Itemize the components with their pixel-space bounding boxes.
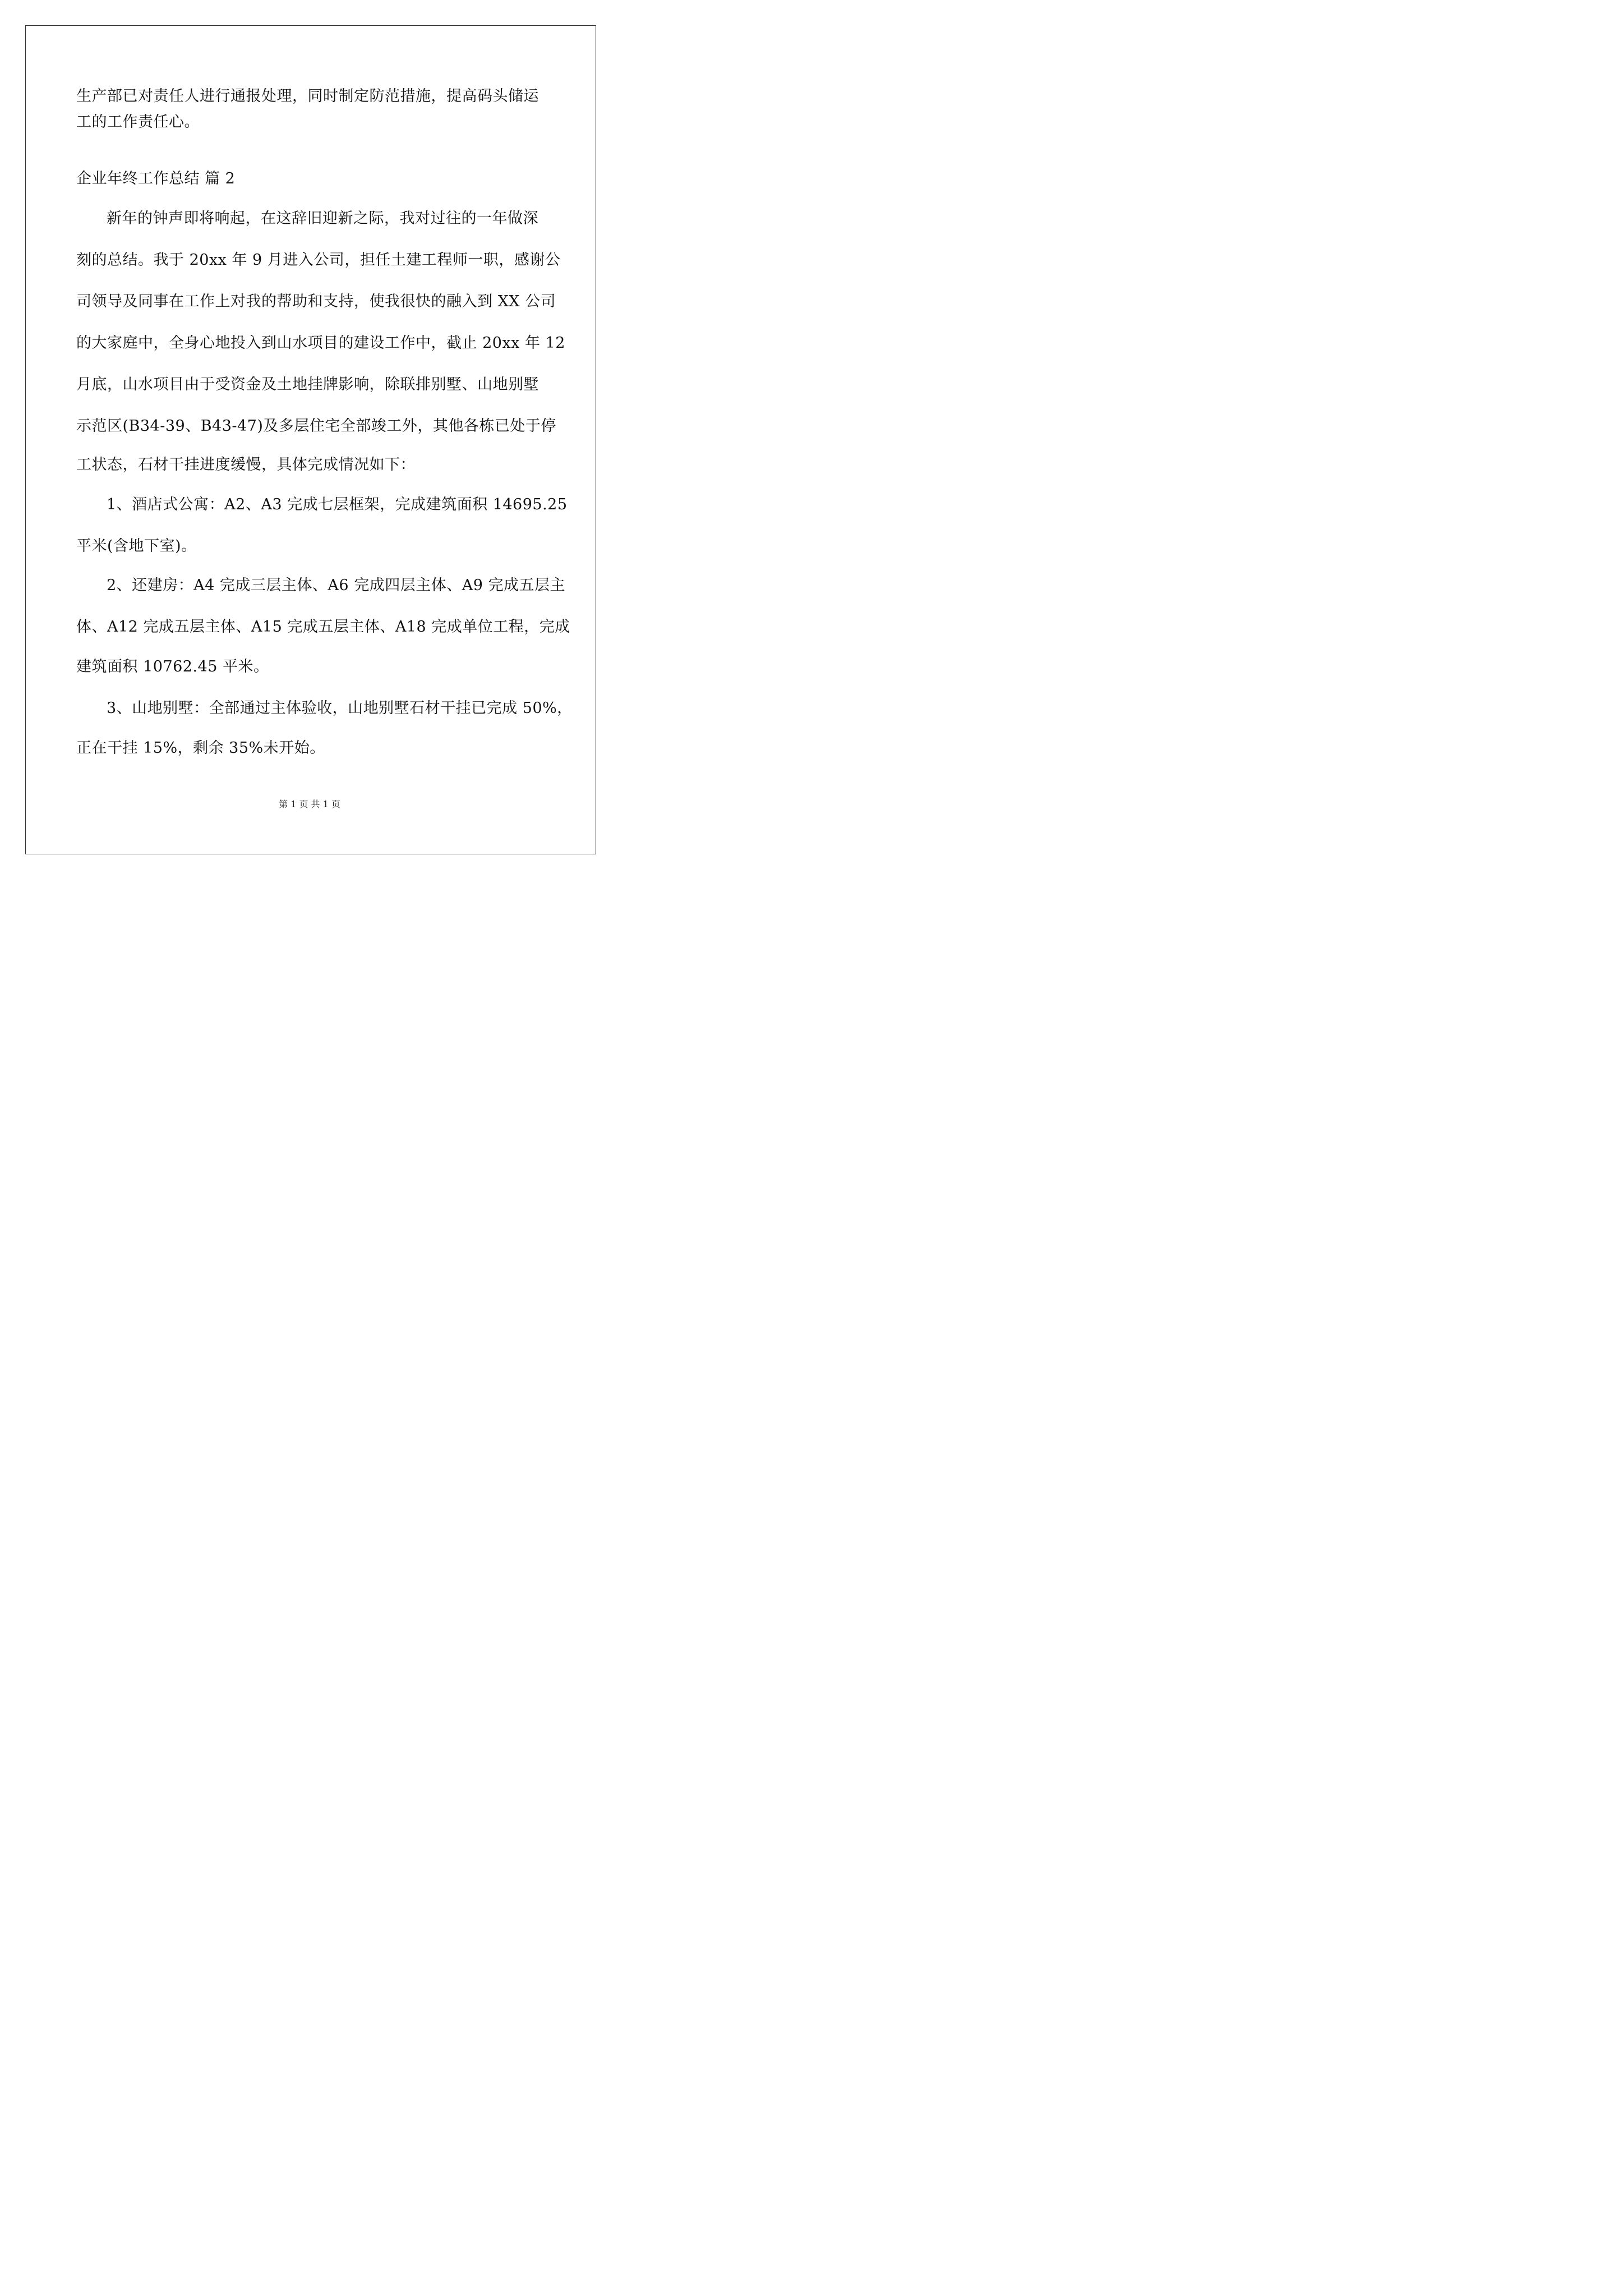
list-item-text: 2、还建房：A4 完成三层主体、A6 完成四层主体、A9 完成五层主 bbox=[107, 577, 565, 594]
text-line: 月底，山水项目由于受资金及土地挂牌影响，除联排别墅、山地别墅 bbox=[76, 376, 539, 393]
text-line: 工状态，石材干挂进度缓慢，具体完成情况如下： bbox=[76, 456, 416, 473]
text-line: 建筑面积 10762.45 平米。 bbox=[76, 658, 269, 675]
text-line: 司领导及同事在工作上对我的帮助和支持，使我很快的融入到 XX 公司 bbox=[76, 293, 556, 310]
text-line: 刻的总结。我于 20xx 年 9 月进入公司，担任土建工程师一职，感谢公 bbox=[76, 251, 561, 269]
list-item-text: 3、山地别墅：全部通过主体验收，山地别墅石材干挂已完成 50%， bbox=[107, 700, 573, 717]
text-line: 新年的钟声即将响起，在这辞旧迎新之际，我对过往的一年做深 bbox=[107, 210, 538, 227]
text-line: 的大家庭中，全身心地投入到山水项目的建设工作中，截止 20xx 年 12 bbox=[76, 334, 565, 352]
text-line: 生产部已对责任人进行通报处理，同时制定防范措施，提高码头储运 bbox=[76, 88, 539, 105]
text-line: 工的工作责任心。 bbox=[76, 113, 200, 131]
text-line: 平米(含地下室)。 bbox=[76, 537, 197, 555]
section-heading: 企业年终工作总结 篇 2 bbox=[76, 170, 236, 187]
page-footer: 第 1 页 共 1 页 bbox=[279, 799, 340, 809]
text-line: 体、A12 完成五层主体、A15 完成五层主体、A18 完成单位工程，完成 bbox=[76, 618, 570, 636]
list-item-text: 1、酒店式公寓：A2、A3 完成七层框架，完成建筑面积 14695.25 bbox=[107, 496, 568, 513]
page-border bbox=[25, 25, 596, 854]
text-line: 正在干挂 15%，剩余 35%未开始。 bbox=[76, 739, 325, 757]
text-line: 示范区(B34-39、B43-47)及多层住宅全部竣工外，其他各栋已处于停 bbox=[76, 417, 556, 435]
